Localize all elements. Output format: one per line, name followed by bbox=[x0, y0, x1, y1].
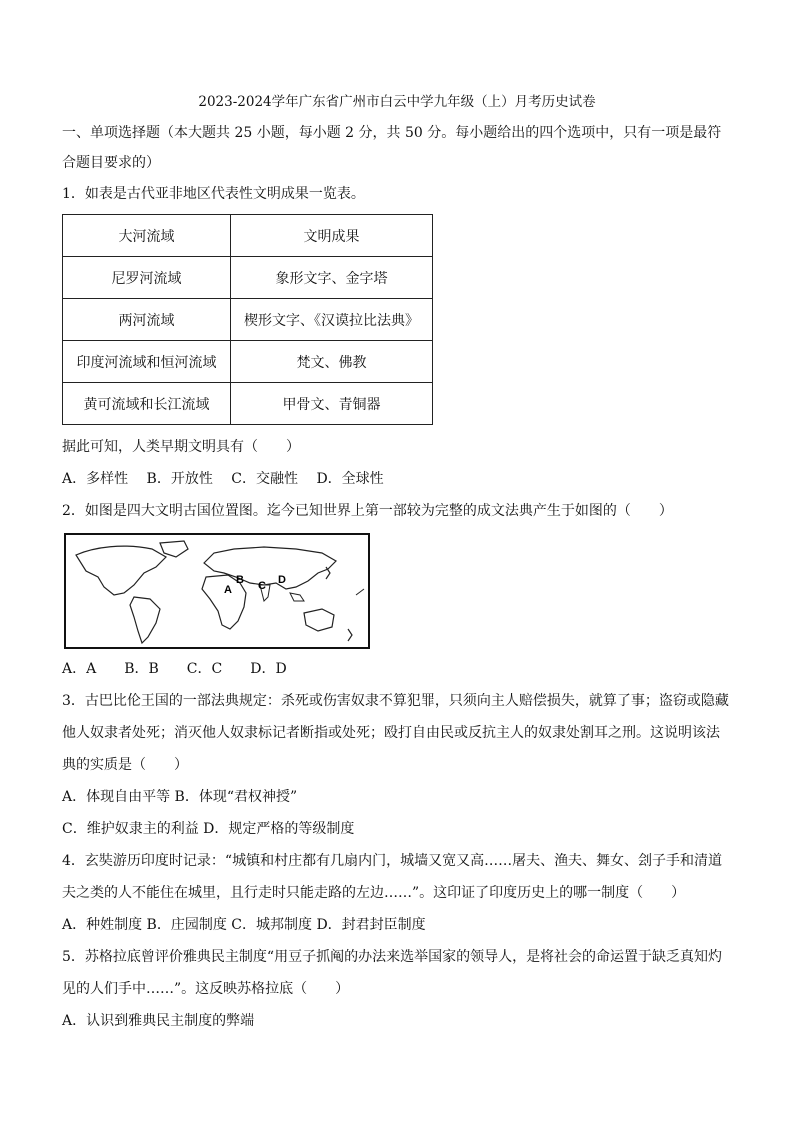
exam-page bbox=[62, 92, 732, 1037]
map-label-a: A bbox=[224, 584, 232, 596]
q4-stem: 4．玄奘游历印度时记录：“城镇和村庄都有几扇内门，城墙又宽又高……屠夫、渔夫、舞女、刽子手和清道夫之类的人不能住在城里，且行走时只能走路的左边……”。这印证了印度历史上的哪一制度（ ） bbox=[62, 853, 723, 901]
q3-stem: 3．古巴比伦王国的一部法典规定：杀死或伤害奴隶不算犯罪，只须向主人赔偿损失，就算了事；盗窃或隐藏他人奴隶者处死；消灭他人奴隶标记者断指或处死；殴打自由民或反抗主人的奴隶处割耳之刑。这说明该法典的实质是（ ） bbox=[62, 693, 729, 773]
civilization-table bbox=[62, 214, 433, 425]
q4-options: A．种姓制度 B．庄园制度 C．城邦制度 D．封君封臣制度 bbox=[62, 917, 426, 933]
table-cell: 印度河流域和恒河流域 bbox=[63, 341, 231, 383]
q5-option-a: A．认识到雅典民主制度的弊端 bbox=[62, 1013, 255, 1029]
table-row bbox=[63, 341, 433, 383]
map-label-b: B bbox=[236, 574, 244, 586]
table-cell: 梵文、佛教 bbox=[231, 341, 433, 383]
table-cell: 楔形文字、《汉谟拉比法典》 bbox=[231, 299, 433, 341]
table-row bbox=[63, 383, 433, 425]
table-cell: 甲骨文、青铜器 bbox=[231, 383, 433, 425]
table-cell: 象形文字、金字塔 bbox=[231, 257, 433, 299]
world-map bbox=[64, 533, 370, 649]
section-heading: 一、单项选择题（本大题共 25 小题，每小题 2 分，共 50 分。每小题给出的四个选项中，只有一项是最符合题目要求的） bbox=[62, 125, 722, 171]
table-cell: 黄可流域和长江流域 bbox=[63, 383, 231, 425]
q1-question: 据此可知，人类早期文明具有（ ） bbox=[62, 439, 300, 455]
table-cell: 两河流域 bbox=[63, 299, 231, 341]
table-cell: 尼罗河流域 bbox=[63, 257, 231, 299]
table-row bbox=[63, 299, 433, 341]
q1-stem: 1．如表是古代亚非地区代表性文明成果一览表。 bbox=[62, 186, 365, 202]
q2-stem: 2．如图是四大文明古国位置图。迄今已知世界上第一部较为完整的成文法典产生于如图的（ ） bbox=[62, 503, 673, 519]
world-map-figure bbox=[64, 533, 370, 649]
q3-options-ab: A．体现自由平等 B．体现“君权神授” bbox=[62, 789, 298, 805]
q3-options-cd: C．维护奴隶主的利益 D．规定严格的等级制度 bbox=[62, 821, 355, 837]
q1-options: A．多样性 B．开放性 C．交融性 D．全球性 bbox=[62, 471, 384, 487]
table-header-row bbox=[63, 215, 433, 257]
q2-options: A．A B．B C．C D．D bbox=[62, 661, 287, 677]
exam-title: 2023-2024学年广东省广州市白云中学九年级（上）月考历史试卷 bbox=[198, 94, 596, 110]
q5-stem: 5．苏格拉底曾评价雅典民主制度“用豆子抓阄的办法来选举国家的领导人，是将社会的命运置于缺乏真知灼见的人们手中……”。这反映苏格拉底（ ） bbox=[62, 949, 723, 997]
map-label-d: D bbox=[278, 574, 286, 586]
table-header-cell: 大河流域 bbox=[63, 215, 231, 257]
table-row bbox=[63, 257, 433, 299]
table-header-cell: 文明成果 bbox=[231, 215, 433, 257]
map-label-c: C bbox=[258, 580, 266, 592]
